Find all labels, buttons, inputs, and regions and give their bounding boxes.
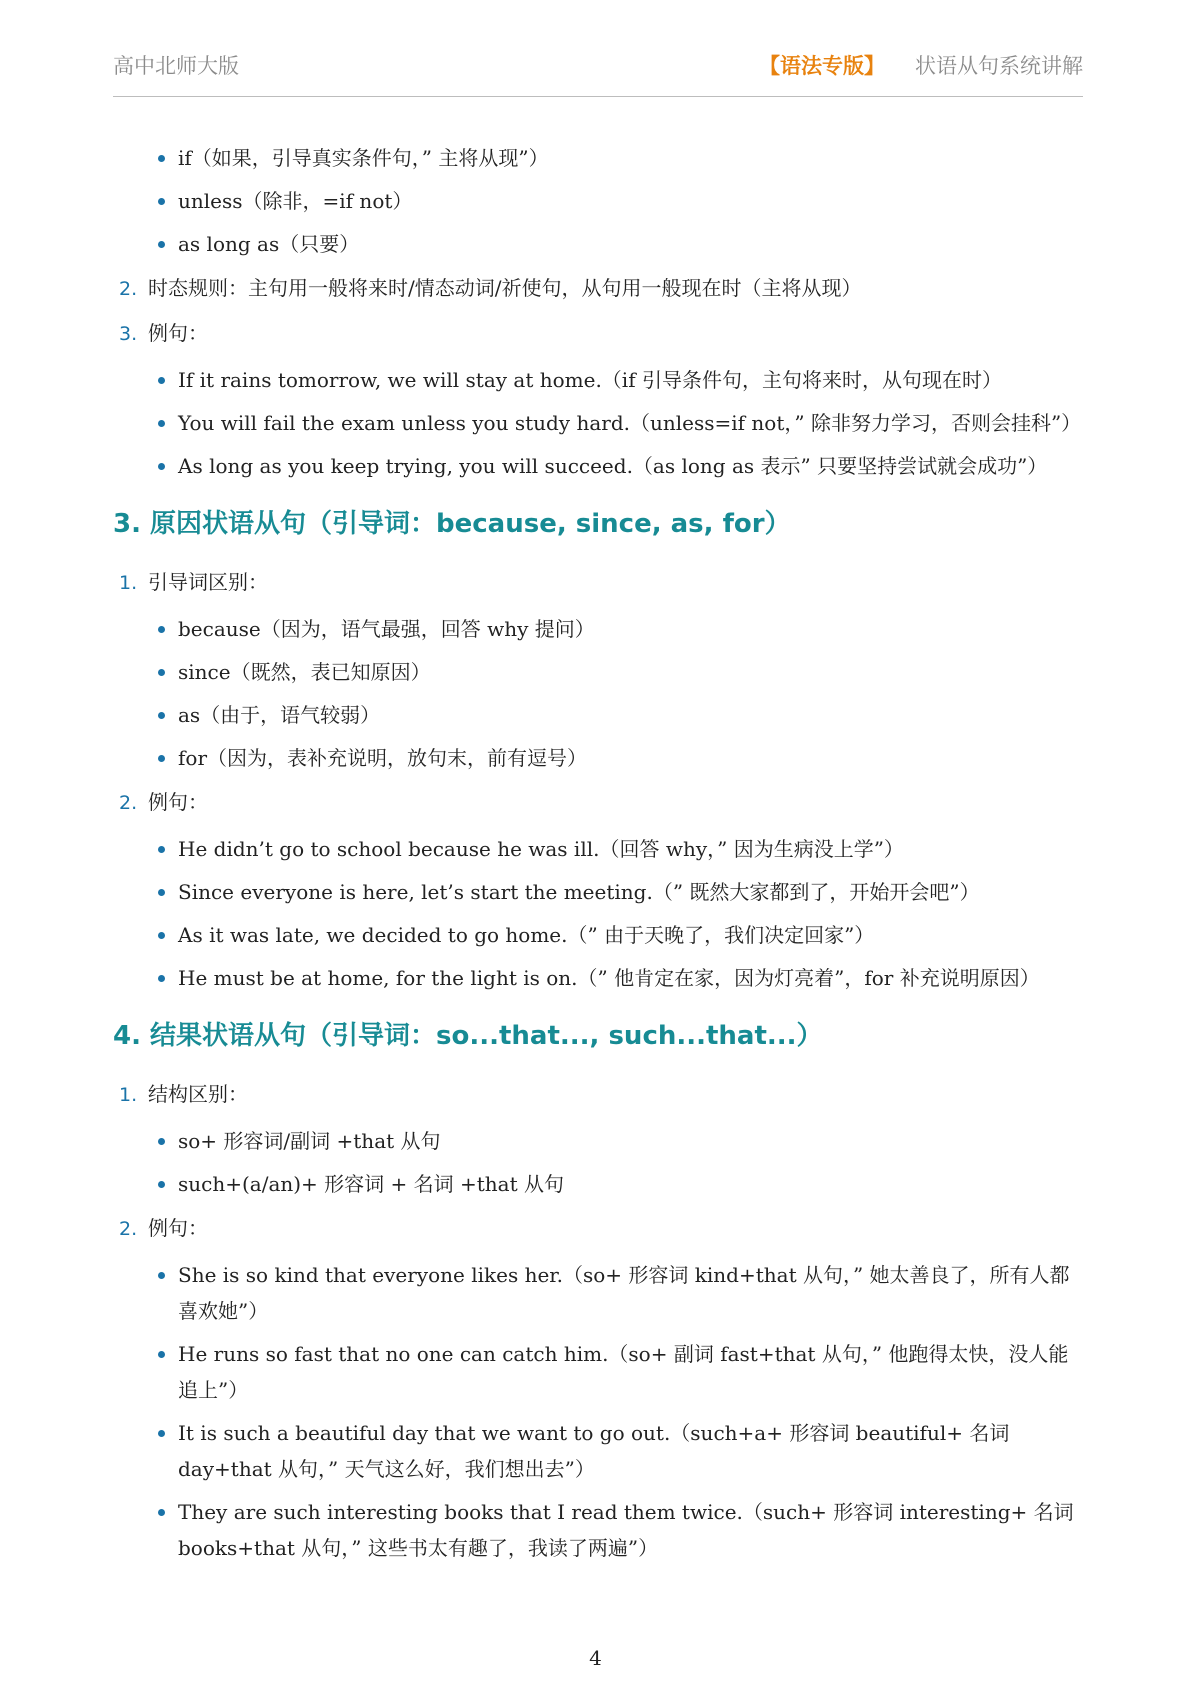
header-textbook-label: 高中北师大版 <box>113 54 239 78</box>
list-item: for（因为，表补充说明，放句末，前有逗号） <box>158 740 1083 776</box>
item-number: 1. <box>119 1084 138 1106</box>
numbered-item <box>113 564 1083 601</box>
item-lead: 引导词区别： <box>148 570 268 594</box>
cause-conjunction-list <box>113 611 1083 776</box>
list-item: such+(a/an)+ 形容词 + 名词 +that 从句 <box>158 1166 1083 1202</box>
list-item: if（如果，引导真实条件句，” 主将从现”） <box>158 140 1083 176</box>
section-heading-cause: 3. 原因状语从句（引导词：because, since, as, for） <box>113 509 791 539</box>
list-item: unless（除非，=if not） <box>158 183 1083 219</box>
header-title: 状语从句系统讲解 <box>915 54 1083 78</box>
list-item: since（既然，表已知原因） <box>158 654 1083 690</box>
list-item: She is so kind that everyone likes her.（so+ 形容词 kind+that 从句，” 她太善良了，所有人都喜欢她”） <box>158 1257 1083 1329</box>
result-example-list <box>113 1257 1083 1566</box>
list-item: He must be at home, for the light is on.（” 他肯定在家，因为灯亮着”，for 补充说明原因） <box>158 960 1083 996</box>
section-heading-result: 4. 结果状语从句（引导词：so...that..., such...that...） <box>113 1021 823 1051</box>
numbered-item <box>113 270 1083 307</box>
item-lead: 例句： <box>148 790 208 814</box>
header-right-group <box>759 50 1083 80</box>
item-lead: 时态规则： <box>148 276 248 300</box>
item-number: 2. <box>119 1218 138 1240</box>
list-item: as（由于，语气较弱） <box>158 697 1083 733</box>
list-item: Since everyone is here, let’s start the meeting.（” 既然大家都到了，开始开会吧”） <box>158 874 1083 910</box>
list-item: because（因为，语气最强，回答 why 提问） <box>158 611 1083 647</box>
item-number: 2. <box>119 278 138 300</box>
page-header <box>113 40 1083 97</box>
item-lead: 例句： <box>148 1216 208 1240</box>
page-content <box>113 140 1083 1573</box>
item-lead: 例句： <box>148 321 208 345</box>
numbered-item <box>113 1210 1083 1247</box>
list-item: He runs so fast that no one can catch him.（so+ 副词 fast+that 从句，” 他跑得太快，没人能追上”） <box>158 1336 1083 1408</box>
cause-example-list <box>113 831 1083 996</box>
item-lead: 结构区别： <box>148 1082 248 1106</box>
list-item: They are such interesting books that I read them twice.（such+ 形容词 interesting+ 名词 books+that 从句，” 这些书太有趣了，我读了两遍”） <box>158 1494 1083 1566</box>
item-number: 2. <box>119 792 138 814</box>
page-number: 4 <box>589 1646 602 1670</box>
list-item: If it rains tomorrow, we will stay at home.（if 引导条件句，主句将来时，从句现在时） <box>158 362 1083 398</box>
condition-example-list <box>113 362 1083 484</box>
item-number: 3. <box>119 323 138 345</box>
result-structure-list <box>113 1123 1083 1202</box>
item-text: 主句用一般将来时/情态动词/祈使句，从句用一般现在时（主将从现） <box>248 276 862 300</box>
list-item: As long as you keep trying, you will succeed.（as long as 表示” 只要坚持尝试就会成功”） <box>158 448 1083 484</box>
list-item: as long as（只要） <box>158 226 1083 262</box>
list-item: As it was late, we decided to go home.（” 由于天晚了，我们决定回家”） <box>158 917 1083 953</box>
numbered-item <box>113 784 1083 821</box>
item-number: 1. <box>119 572 138 594</box>
condition-conjunction-list <box>113 140 1083 262</box>
list-item: It is such a beautiful day that we want to go out.（such+a+ 形容词 beautiful+ 名词 day+that 从句，” 天气这么好，我们想出去”） <box>158 1415 1083 1487</box>
list-item: so+ 形容词/副词 +that 从句 <box>158 1123 1083 1159</box>
header-tag: 【语法专版】 <box>759 54 885 78</box>
list-item: You will fail the exam unless you study hard.（unless=if not，” 除非努力学习，否则会挂科”） <box>158 405 1083 441</box>
numbered-item <box>113 315 1083 352</box>
list-item: He didn’t go to school because he was ill.（回答 why，” 因为生病没上学”） <box>158 831 1083 867</box>
numbered-item <box>113 1076 1083 1113</box>
